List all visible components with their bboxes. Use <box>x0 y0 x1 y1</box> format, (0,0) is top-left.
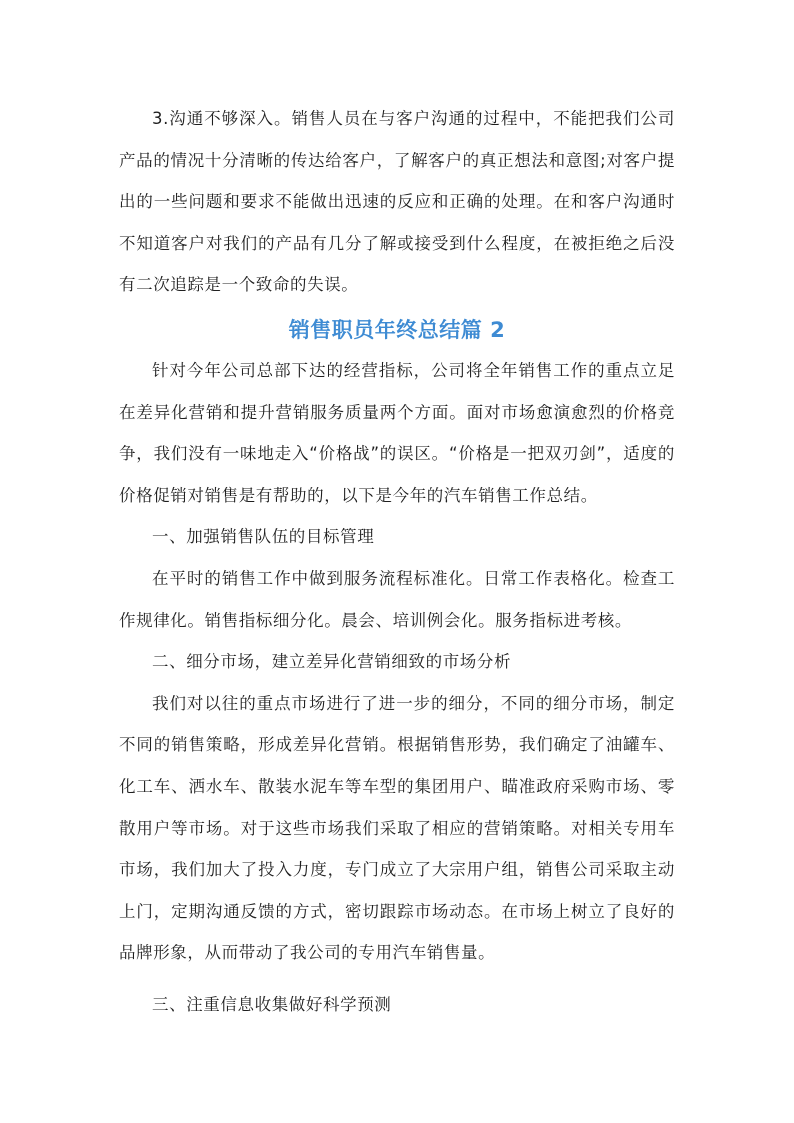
paragraph-communication: 3.沟通不够深入。销售人员在与客户沟通的过程中，不能把我们公司产品的情况十分清晰的传达给客户，了解客户的真正想法和意图;对客户提出的一些问题和要求不能做出迅速的反应和正确的处理。在和客户沟通时不知道客户对我们的产品有几分了解或接受到什么程度，在被拒绝之后没有二次追踪是一个致命的失误。 <box>119 109 675 295</box>
subheading-team-management: 一、加强销售队伍的目标管理 <box>152 527 375 547</box>
subheading-market-segmentation: 二、细分市场，建立差异化营销细致的市场分析 <box>152 652 512 672</box>
paragraph-intro: 针对今年公司总部下达的经营指标，公司将全年销售工作的重点立足在差异化营销和提升营销服务质量两个方面。面对市场愈演愈烈的价格竞争，我们没有一味地走入“价格战”的误区。“价格是一把双刃剑”，适度的价格促销对销售是有帮助的，以下是今年的汽车销售工作总结。 <box>119 360 675 505</box>
section-title: 销售职员年终总结篇 2 <box>288 317 506 342</box>
paragraph-market-analysis: 我们对以往的重点市场进行了进一步的细分，不同的细分市场，制定不同的销售策略，形成差异化营销。根据销售形势，我们确定了油罐车、化工车、洒水车、散装水泥车等车型的集团用户、瞄准政府采购市场、零散用户等市场。对于这些市场我们采取了相应的营销策略。对相关专用车市场，我们加大了投入力度，专门成立了大宗用户组，销售公司采取主动上门，定期沟通反馈的方式，密切跟踪市场动态。在市场上树立了良好的品牌形象，从而带动了我公司的专用汽车销售量。 <box>119 693 675 963</box>
paragraph-standardization: 在平时的销售工作中做到服务流程标准化。日常工作表格化。检查工作规律化。销售指标细分化。晨会、培训例会化。服务指标进考核。 <box>119 568 675 630</box>
document-page <box>119 98 675 1025</box>
subheading-information-collection: 三、注重信息收集做好科学预测 <box>152 994 392 1014</box>
